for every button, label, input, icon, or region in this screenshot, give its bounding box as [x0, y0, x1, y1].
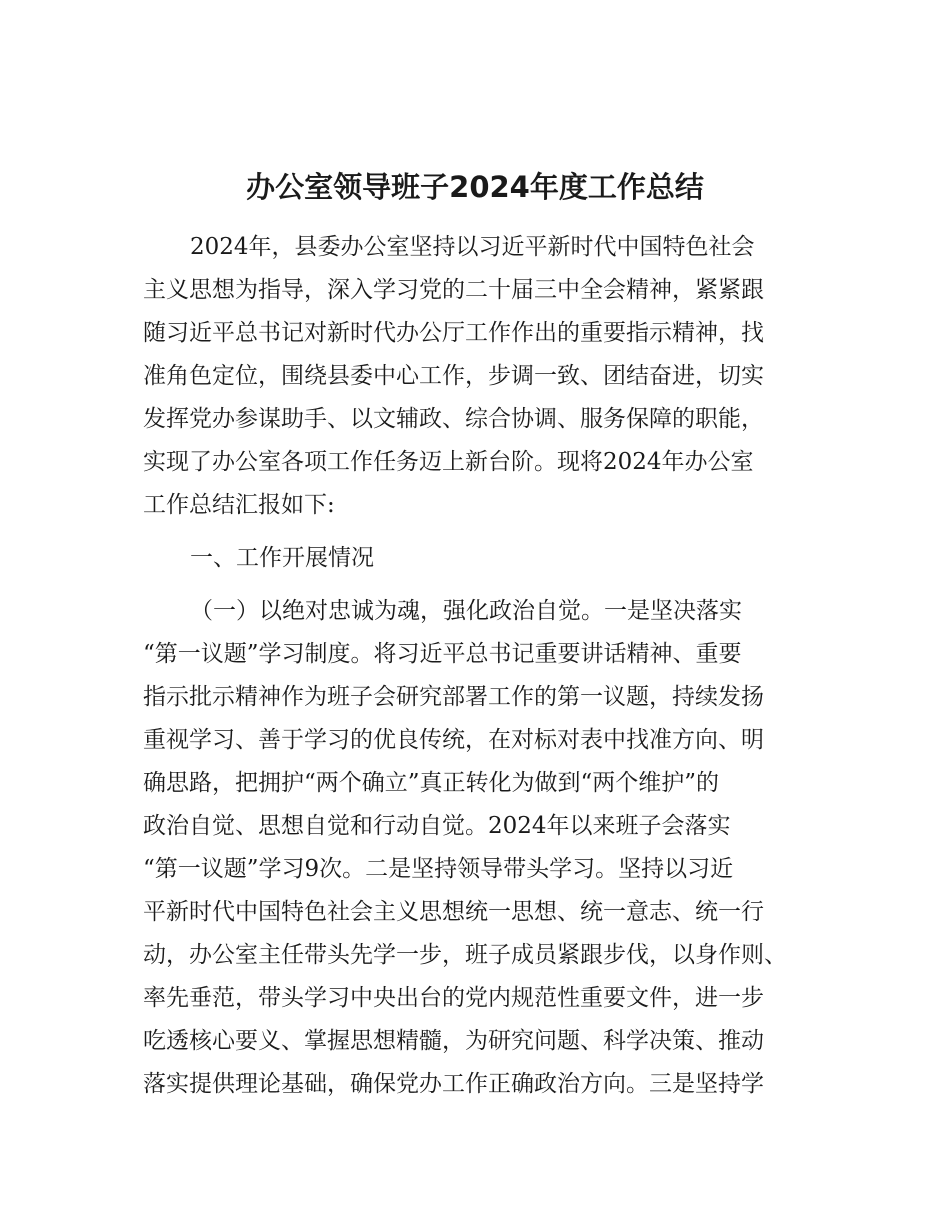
paragraph-line: 率先垂范，带头学习中央出台的党内规范性重要文件，进一步: [143, 985, 764, 1011]
paragraph-line: 发挥党办参谋助手、以文辅政、综合协调、服务保障的职能，: [143, 406, 764, 432]
paragraph-line: 确思路，把拥护“两个确立”真正转化为做到“两个维护”的: [143, 770, 720, 796]
paragraph-line: 实现了办公室各项工作任务迈上新台阶。现将2024年办公室: [143, 449, 754, 475]
paragraph-line: 主义思想为指导，深入学习党的二十届三中全会精神，紧紧跟: [143, 277, 764, 303]
paragraph-line: 落实提供理论基础，确保党办工作正确政治方向。三是坚持学: [143, 1071, 764, 1097]
paragraph-line: “第一议题”学习制度。将习近平总书记重要讲话精神、重要: [143, 641, 742, 667]
paragraph-line: （一）以绝对忠诚为魂，强化政治自觉。一是坚决落实: [190, 598, 742, 624]
paragraph-line: 动，办公室主任带头先学一步，班子成员紧跟步伐，以身作则、: [143, 942, 787, 968]
paragraph-line: 准角色定位，围绕县委中心工作，步调一致、团结奋进，切实: [143, 363, 764, 389]
paragraph-line: 随习近平总书记对新时代办公厅工作作出的重要指示精神，找: [143, 320, 764, 346]
paragraph-line: 重视学习、善于学习的优良传统，在对标对表中找准方向、明: [143, 727, 764, 753]
paragraph-line: 2024年，县委办公室坚持以习近平新时代中国特色社会: [190, 234, 755, 260]
document-title: 办公室领导班子2024年度工作总结: [246, 170, 704, 204]
paragraph-line: 指示批示精神作为班子会研究部署工作的第一议题，持续发扬: [143, 684, 764, 710]
paragraph-line: 平新时代中国特色社会主义思想统一思想、统一意志、统一行: [143, 899, 764, 925]
paragraph-line: 工作总结汇报如下:: [143, 492, 335, 518]
paragraph-line: “第一议题”学习9次。二是坚持领导带头学习。坚持以习近: [143, 856, 734, 882]
section-heading: 一、工作开展情况: [190, 545, 374, 571]
paragraph-line: 吃透核心要义、掌握思想精髓，为研究问题、科学决策、推动: [143, 1028, 764, 1054]
paragraph-line: 政治自觉、思想自觉和行动自觉。2024年以来班子会落实: [143, 813, 731, 839]
